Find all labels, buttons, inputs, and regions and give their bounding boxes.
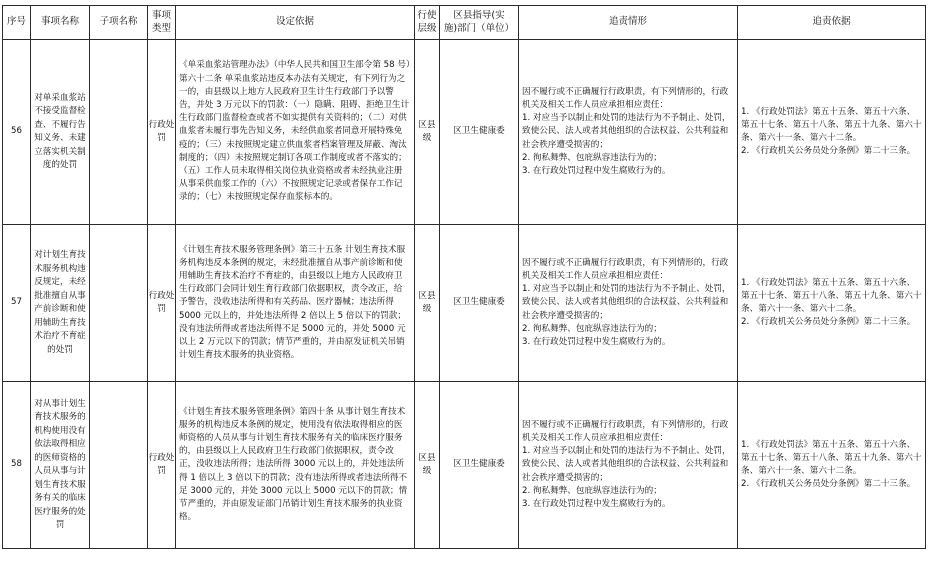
accountability-basis-item: 1. 《行政处罚法》第五十五条、第五十六条、第五十七条、第五十八条、第五十九条、第六十条、第六十一条、第六十二条。 bbox=[741, 277, 922, 314]
row-item-name: 对计划生育技术服务机构违反规定，未经批准擅自从事产前诊断和使用辅助生育技术治疗不育症的处罚 bbox=[31, 225, 90, 382]
accountability-basis-item: 1. 《行政处罚法》第五十五条、第五十六条、第五十七条、第五十八条、第五十九条、第六十条、第六十一条、第六十二条。 bbox=[741, 439, 922, 476]
accountability-item: 2. 徇私舞弊、包庇纵容违法行为的； bbox=[522, 323, 662, 334]
table-row bbox=[3, 225, 926, 382]
accountability-basis-item: 2. 《行政机关公务员处分条例》第二十三条。 bbox=[741, 479, 916, 490]
header-subitem-name: 子项名称 bbox=[90, 6, 148, 40]
header-item-name: 事项名称 bbox=[31, 6, 90, 40]
row-dept: 区卫生健康委 bbox=[440, 382, 519, 549]
header-seq: 序号 bbox=[3, 6, 31, 40]
row-level: 区县级 bbox=[415, 40, 440, 225]
header-accountability-basis: 追责依据 bbox=[738, 6, 926, 40]
accountability-basis-item: 2. 《行政机关公务员处分条例》第二十三条。 bbox=[741, 146, 916, 157]
responsibility-table bbox=[2, 5, 926, 549]
row-seq: 56 bbox=[3, 40, 31, 225]
row-dept: 区卫生健康委 bbox=[440, 225, 519, 382]
header-dept: 区县指导(实 施)部门（单位） bbox=[440, 6, 519, 40]
accountability-intro: 因不履行或不正确履行行政职责，有下列情形的，行政机关及相关工作人员应承担相应责任： bbox=[522, 86, 729, 110]
accountability-item: 3. 在行政处罚过程中发生腐败行为的。 bbox=[522, 166, 671, 176]
row-basis: 《计划生育技术服务管理条例》第三十五条 计划生育技术服务机构违反本条例的规定，未经批准擅自从事产前诊断和使用辅助生育技术治疗不育症的，由县级以上地方人民政府卫生行政部门会同计划生育行政部门依据职权，责令改正，给予警告，没收违法所得和有关药品、医疗器械；违法所得 5000 元以上的，并处违法所得 2 倍以上 5 倍以下的罚款；没有违法所得或者违法所得不足 5000 元的，并处 5000 元以上 2 万元以下的罚款；情节严重的，并由原发证机关吊销计划生育技术服务的执业资格。 bbox=[176, 225, 415, 382]
accountability-intro: 因不履行或不正确履行行政职责，有下列情形的，行政机关及相关工作人员应承担相应责任： bbox=[522, 257, 729, 281]
row-accountability bbox=[519, 225, 738, 382]
table-row bbox=[3, 40, 926, 225]
row-basis: 《单采血浆站管理办法》（中华人民共和国卫生部令第 58 号）第六十二条 单采血浆站违反本办法有关规定，有下列行为之一的，由县级以上地方人民政府卫生计生行政部门予以警告，并处 3 万元以下的罚款：（一）隐瞒、阻碍、拒绝卫生计生行政部门监督检查或者不如实提供有关资料的；（二）对供血浆者未履行事先告知义务，未经供血浆者同意开展特殊免疫的；（三）未按照规定建立供血浆者档案管理及屏蔽、淘汰制度的；（四）未按照规定制订各项工作制度或者不落实的；（五）工作人员未取得相关岗位执业资格或者未经执业注册从事采供血浆工作的（六）不按照规定记录或者保存工作记录的；（七）未按照规定保存血浆标本的。 bbox=[176, 40, 415, 225]
row-accountability-basis bbox=[738, 225, 926, 382]
row-item-type: 行政处罚 bbox=[148, 40, 176, 225]
accountability-basis-item: 2. 《行政机关公务员处分条例》第二十三条。 bbox=[741, 317, 916, 328]
header-basis: 设定依据 bbox=[176, 6, 415, 40]
row-item-type: 行政处罚 bbox=[148, 225, 176, 382]
accountability-item: 1. 对应当予以制止和处罚的违法行为不予制止、处罚，致使公民、法人或者其他组织的合法权益、公共利益和社会秩序遭受损害的； bbox=[522, 284, 731, 321]
row-dept: 区卫生健康委 bbox=[440, 40, 519, 225]
header-level: 行使 层级 bbox=[415, 6, 440, 40]
row-seq: 58 bbox=[3, 382, 31, 549]
accountability-basis-item: 1. 《行政处罚法》第五十五条、第五十六条、第五十七条、第五十八条、第五十九条、第六十条、第六十一条、第六十二条。 bbox=[741, 106, 922, 143]
accountability-intro: 因不履行或不正确履行行政职责，有下列情形的，行政机关及相关工作人员应承担相应责任： bbox=[522, 419, 729, 443]
table-row bbox=[3, 382, 926, 549]
accountability-item: 3. 在行政处罚过程中发生腐败行为的。 bbox=[522, 337, 671, 347]
accountability-item: 1. 对应当予以制止和处罚的违法行为不予制止、处罚，致使公民、法人或者其他组织的合法权益、公共利益和社会秩序遭受损害的； bbox=[522, 446, 731, 483]
row-subitem-name bbox=[90, 40, 148, 225]
header-item-type: 事项 类型 bbox=[148, 6, 176, 40]
header-row bbox=[3, 6, 926, 40]
accountability-item: 2. 徇私舞弊、包庇纵容违法行为的； bbox=[522, 485, 662, 496]
accountability-item: 2. 徇私舞弊、包庇纵容违法行为的； bbox=[522, 152, 662, 163]
accountability-item: 1. 对应当予以制止和处罚的违法行为不予制止、处罚，致使公民、法人或者其他组织的合法权益、公共利益和社会秩序遭受损害的； bbox=[522, 113, 731, 150]
row-seq: 57 bbox=[3, 225, 31, 382]
row-item-name: 对单采血浆站不接受监督检查、不履行告知义务、未建立落实机关制度的处罚 bbox=[31, 40, 90, 225]
row-accountability-basis bbox=[738, 40, 926, 225]
row-subitem-name bbox=[90, 382, 148, 549]
row-subitem-name bbox=[90, 225, 148, 382]
row-basis: 《计划生育技术服务管理条例》第四十条 从事计划生育技术服务的机构违反本条例的规定，使用没有依法取得相应的医师资格的人员从事与计划生育技术服务有关的临床医疗服务的，由县级以上人民政府卫生行政部门依据职权，责令改正，没收违法所得；违法所得 3000 元以上的，并处违法所得 1 倍以上 3 倍以下的罚款；没有违法所得或者违法所得不足 3000 元的，并处 3000 元以上 5000 元以下的罚款；情节严重的，并由原发证部门吊销计划生育技术服务的执业资格。 bbox=[176, 382, 415, 549]
accountability-item: 3. 在行政处罚过程中发生腐败行为的。 bbox=[522, 499, 671, 509]
row-item-name: 对从事计划生育技术服务的机构使用没有依法取得相应的医师资格的人员从事与计划生育技术服务有关的临床医疗服务的处罚 bbox=[31, 382, 90, 549]
row-accountability-basis bbox=[738, 382, 926, 549]
row-level: 区县级 bbox=[415, 225, 440, 382]
row-level: 区县级 bbox=[415, 382, 440, 549]
row-accountability bbox=[519, 382, 738, 549]
row-accountability bbox=[519, 40, 738, 225]
row-item-type: 行政处罚 bbox=[148, 382, 176, 549]
header-accountability: 追责情形 bbox=[519, 6, 738, 40]
